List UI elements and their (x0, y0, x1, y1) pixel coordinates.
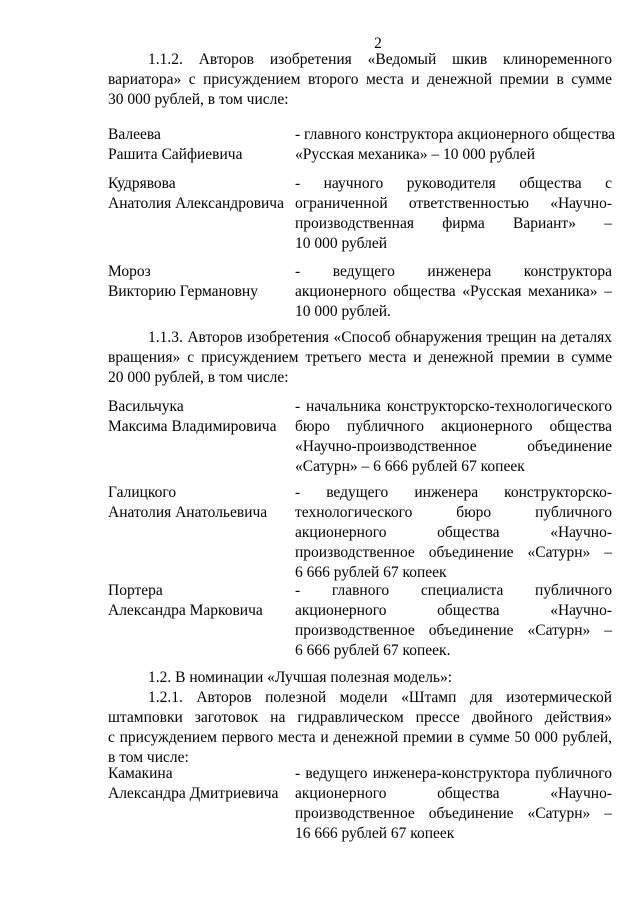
paragraph-line: в том числе: (108, 749, 189, 766)
role-line: акционерного общества «Научно- (295, 602, 612, 619)
role-line: - ведущего инженера-конструктора публичного (295, 765, 612, 782)
award-person (108, 483, 288, 523)
award-role (295, 125, 616, 165)
award-role (295, 764, 612, 844)
role-line: - ведущего инженера конструктора (295, 263, 612, 280)
award-role (295, 174, 612, 254)
role-line: 10 000 рублей (295, 235, 388, 252)
person-surname: Портера (108, 582, 163, 599)
paragraph-1-1-3 (108, 328, 612, 388)
paragraph-line: 20 000 рублей, в том числе: (108, 369, 289, 386)
paragraph-line: штамповки заготовок на гидравлическом прессе двойного действия» (108, 709, 612, 726)
award-person (108, 581, 288, 621)
paragraph-line: с присуждением первого места и денежной премии в сумме 50 000 рублей, (108, 729, 612, 746)
role-line: бюро публичного акционерного общества (295, 418, 612, 435)
role-line: 16 666 рублей 67 копеек (295, 825, 455, 842)
role-line: - главного конструктора акционерного общества (295, 126, 616, 143)
person-given-name: Александра Дмитриевича (108, 785, 279, 802)
paragraph-1-2-1 (108, 688, 612, 768)
role-line: 6 666 рублей 67 копеек (295, 564, 447, 581)
person-given-name: Викторию Германовну (108, 283, 258, 300)
person-given-name: Рашита Сайфиевича (108, 146, 243, 163)
role-line: производственное объединение «Сатурн» – (295, 544, 612, 561)
person-surname: Валеева (108, 126, 161, 143)
role-line: ограниченной ответственностью «Научно- (295, 195, 612, 212)
award-role (295, 483, 612, 583)
paragraph-1-2 (108, 668, 612, 688)
award-person (108, 125, 288, 165)
person-surname: Кудрявова (108, 175, 176, 192)
role-line: акционерного общества «Научно- (295, 785, 612, 802)
award-person (108, 764, 288, 804)
person-given-name: Максима Владимировича (108, 418, 277, 435)
role-line: акционерного общества «Русская механика» – (295, 283, 612, 300)
award-person (108, 397, 288, 437)
role-line: - главного специалиста публичного (295, 582, 612, 599)
paragraph-line: 1.1.3. Авторов изобретения «Способ обнаружения трещин на деталях (148, 329, 612, 346)
award-role (295, 581, 612, 661)
person-given-name: Анатолия Анатольевича (108, 504, 268, 521)
person-surname: Васильчука (108, 398, 184, 415)
award-person (108, 262, 288, 302)
paragraph-line: 1.2.1. Авторов полезной модели «Штамп для изотермической (148, 689, 612, 706)
page-number: 2 (374, 35, 382, 52)
award-role (295, 262, 612, 322)
role-line: технологического бюро публичного (295, 504, 612, 521)
role-line: «Русская механика» – 10 000 рублей (295, 146, 535, 163)
role-line: - начальника конструкторско-технологического (295, 398, 612, 415)
person-given-name: Александра Марковича (108, 602, 263, 619)
role-line: - научного руководителя общества с (295, 175, 612, 192)
role-line: 10 000 рублей. (295, 303, 391, 320)
paragraph-line: 30 000 рублей, в том числе: (108, 91, 289, 108)
award-person (108, 174, 288, 214)
person-surname: Камакина (108, 765, 173, 782)
paragraph-line: 1.1.2. Авторов изобретения «Ведомый шкив клиноременного (148, 51, 612, 68)
role-line: «Научно-производственное объединение (295, 438, 612, 455)
role-line: акционерного общества «Научно- (295, 524, 612, 541)
award-role (295, 397, 612, 477)
paragraph-line: вращения» с присуждением третьего места и денежной премии в сумме (108, 349, 612, 366)
paragraph-1-1-2 (108, 50, 612, 110)
role-line: производственное объединение «Сатурн» – (295, 805, 612, 822)
paragraph-line: 1.2. В номинации «Лучшая полезная модель»: (148, 669, 453, 686)
role-line: - ведущего инженера конструкторско- (295, 484, 612, 501)
person-surname: Галицкого (108, 484, 177, 501)
paragraph-line: вариатора» с присуждением второго места и денежной премии в сумме (108, 71, 612, 88)
role-line: производственное объединение «Сатурн» – (295, 622, 612, 639)
person-given-name: Анатолия Александровича (108, 195, 284, 212)
role-line: производственная фирма Вариант» – (295, 215, 612, 232)
person-surname: Мороз (108, 263, 151, 280)
role-line: «Сатурн» – 6 666 рублей 67 копеек (295, 458, 525, 475)
role-line: 6 666 рублей 67 копеек. (295, 642, 451, 659)
